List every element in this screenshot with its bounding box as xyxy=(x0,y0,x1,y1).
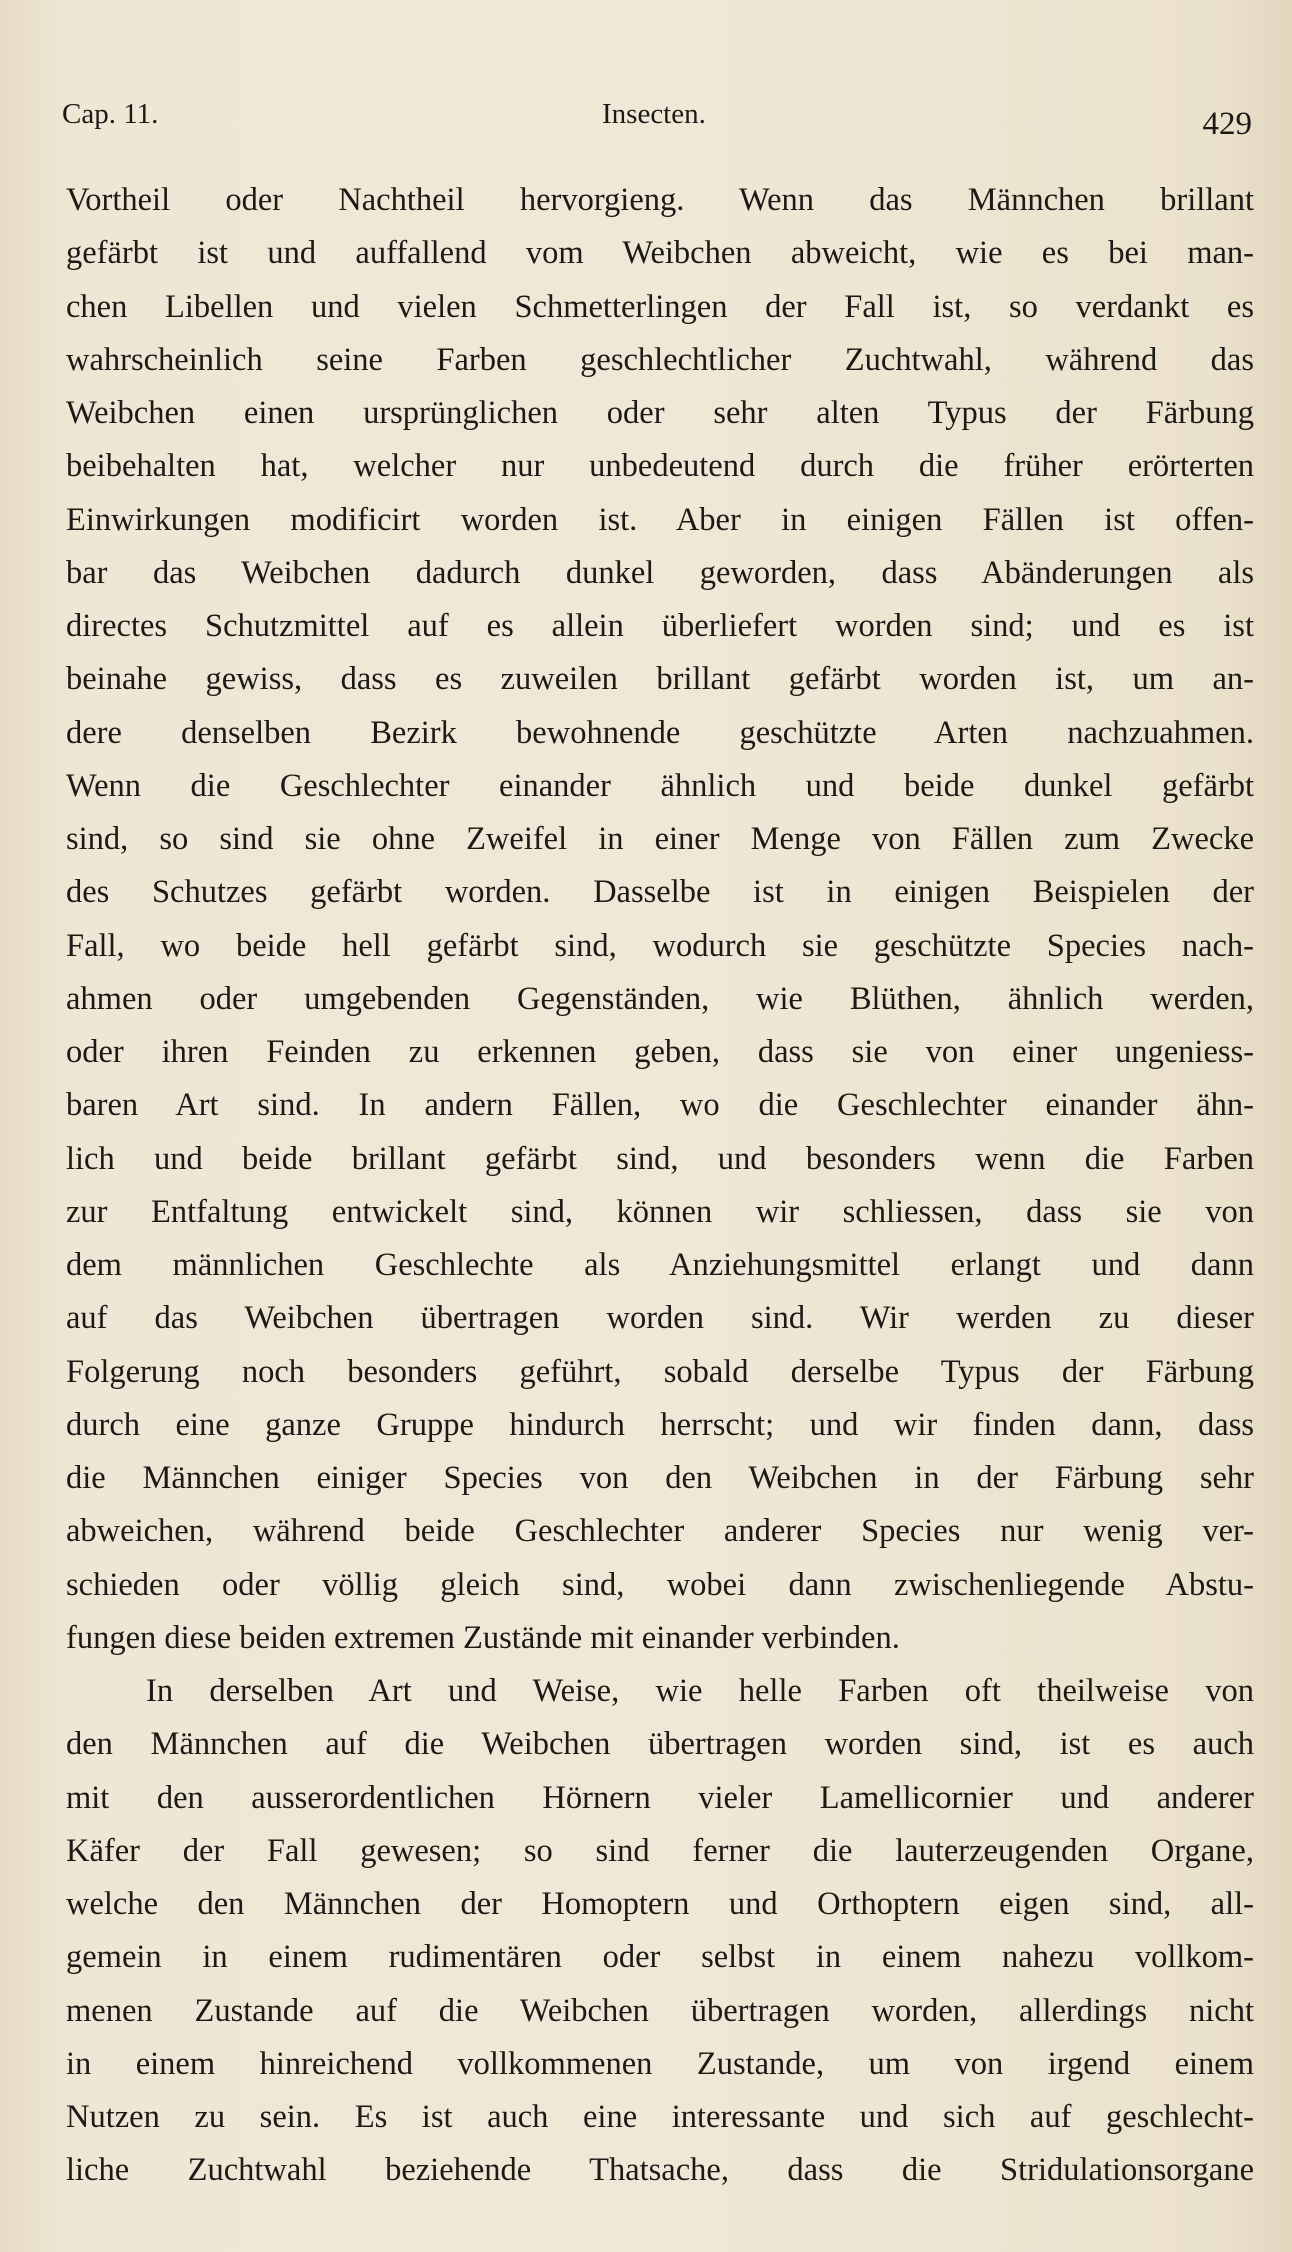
text-line: den Männchen auf die Weibchen übertragen worden sind, ist es auch xyxy=(66,1726,1254,1763)
running-header xyxy=(62,88,1252,140)
text-line: chen Libellen und vielen Schmetterlingen der Fall ist, so verdankt es xyxy=(66,288,1254,325)
text-line: Nutzen zu sein. Es ist auch eine interessante und sich auf geschlecht- xyxy=(66,2099,1254,2135)
text-line: directes Schutzmittel auf es allein überliefert worden sind; und es ist xyxy=(66,608,1254,644)
page-number: 429 xyxy=(1202,106,1252,142)
text-line: Käfer der Fall gewesen; so sind ferner die lauterzeugenden Organe, xyxy=(66,1832,1254,1869)
text-line: dem männlichen Geschlechte als Anziehungsmittel erlangt und dann xyxy=(66,1247,1254,1283)
text-line: durch eine ganze Gruppe hindurch herrscht; und wir finden dann, dass xyxy=(66,1406,1254,1443)
text-line: Fall, wo beide hell gefärbt sind, wodurch sie geschützte Species nach- xyxy=(66,927,1254,964)
text-line: mit den ausserordentlichen Hörnern vieler Lamellicornier und anderer xyxy=(66,1779,1254,1816)
text-line: Vortheil oder Nachtheil hervorgieng. Wenn das Männchen brillant xyxy=(66,182,1254,218)
text-line: gemein in einem rudimentären oder selbst in einem nahezu vollkom- xyxy=(66,1939,1254,1976)
text-line: zur Entfaltung entwickelt sind, können wir schliessen, dass sie von xyxy=(66,1193,1254,1230)
paragraph-end-line: fungen diese beiden extremen Zustände mit einander verbinden. xyxy=(66,1619,900,1656)
text-line: beibehalten hat, welcher nur unbedeutend durch die früher erörterten xyxy=(66,448,1254,485)
text-line: Folgerung noch besonders geführt, sobald derselbe Typus der Färbung xyxy=(66,1353,1254,1390)
text-line: bar das Weibchen dadurch dunkel geworden, dass Abänderungen als xyxy=(66,554,1254,591)
text-line: liche Zuchtwahl beziehende Thatsache, dass die Stridulationsorgane xyxy=(66,2152,1254,2189)
text-line: die Männchen einiger Species von den Weibchen in der Färbung sehr xyxy=(66,1460,1254,1496)
body-text xyxy=(66,174,1254,2198)
text-line: beinahe gewiss, dass es zuweilen brillant gefärbt worden ist, um an- xyxy=(66,661,1254,698)
text-line: welche den Männchen der Homoptern und Orthoptern eigen sind, all- xyxy=(66,1886,1254,1922)
text-line: gefärbt ist und auffallend vom Weibchen abweicht, wie es bei man- xyxy=(66,235,1254,272)
text-line: schieden oder völlig gleich sind, wobei dann zwischenliegende Abstu- xyxy=(66,1566,1254,1603)
paragraph-start-line: In derselben Art und Weise, wie helle Farben oft theilweise von xyxy=(146,1673,1254,1709)
text-line: in einem hinreichend vollkommenen Zustande, um von irgend einem xyxy=(66,2045,1254,2082)
text-line: oder ihren Feinden zu erkennen geben, dass sie von einer ungeniess- xyxy=(66,1034,1254,1070)
text-line: auf das Weibchen übertragen worden sind. Wir werden zu dieser xyxy=(66,1300,1254,1337)
text-line: Wenn die Geschlechter einander ähnlich und beide dunkel gefärbt xyxy=(66,767,1254,804)
text-line: abweichen, während beide Geschlechter anderer Species nur wenig ver- xyxy=(66,1513,1254,1550)
text-line: dere denselben Bezirk bewohnende geschützte Arten nachzuahmen. xyxy=(66,714,1254,751)
text-line: baren Art sind. In andern Fällen, wo die Geschlechter einander ähn- xyxy=(66,1087,1254,1124)
text-line: des Schutzes gefärbt worden. Dasselbe ist in einigen Beispielen der xyxy=(66,874,1254,911)
chapter-label: Cap. 11. xyxy=(62,98,159,130)
text-line: sind, so sind sie ohne Zweifel in einer Menge von Fällen zum Zwecke xyxy=(66,821,1254,857)
text-line: menen Zustande auf die Weibchen übertragen worden, allerdings nicht xyxy=(66,1992,1254,2029)
section-title: Insecten. xyxy=(602,98,706,130)
text-line: lich und beide brillant gefärbt sind, und besonders wenn die Farben xyxy=(66,1140,1254,1177)
text-line: ahmen oder umgebenden Gegenständen, wie Blüthen, ähnlich werden, xyxy=(66,980,1254,1017)
text-line: Weibchen einen ursprünglichen oder sehr alten Typus der Färbung xyxy=(66,395,1254,431)
text-line: Einwirkungen modificirt worden ist. Aber in einigen Fällen ist offen- xyxy=(66,501,1254,538)
text-line: wahrscheinlich seine Farben geschlechtlicher Zuchtwahl, während das xyxy=(66,341,1254,378)
